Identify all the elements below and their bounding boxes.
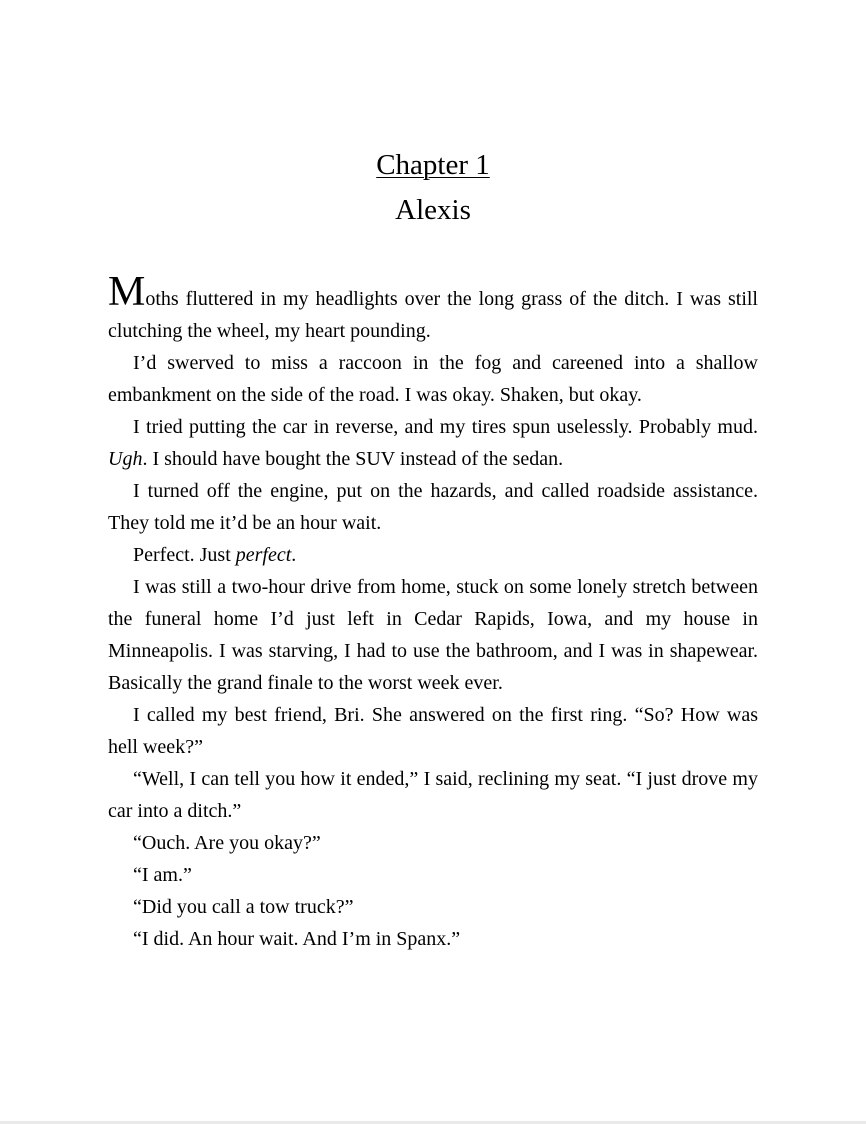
paragraph: Perfect. Just perfect. xyxy=(133,544,297,566)
chapter-title: Chapter 1 xyxy=(376,149,490,181)
paragraph: “Ouch. Are you okay?” xyxy=(133,832,321,854)
paragraph: I’d swerved to miss a raccoon in the fog and careened into a shallow embankment on the side of the road. I was okay. Shaken, but okay. xyxy=(108,352,758,406)
paragraph: I tried putting the car in reverse, and my tires spun uselessly. Probably mud. Ugh. I should have bought the SUV instead of the sedan. xyxy=(108,416,758,470)
chapter-body xyxy=(108,269,758,955)
paragraph: I called my best friend, Bri. She answered on the first ring. “So? How was hell week?” xyxy=(108,704,758,758)
drop-cap: M xyxy=(108,269,146,315)
paragraph: “I did. An hour wait. And I’m in Spanx.” xyxy=(133,928,461,950)
emphasis: Ugh xyxy=(108,448,143,470)
paragraph: “I am.” xyxy=(133,864,192,886)
paragraph: I turned off the engine, put on the hazards, and called roadside assistance. They told me it’d be an hour wait. xyxy=(108,480,758,534)
chapter-subtitle: Alexis xyxy=(395,194,471,226)
paragraph: Moths fluttered in my headlights over the long grass of the ditch. I was still clutching the wheel, my heart pounding. xyxy=(108,269,758,342)
paragraph: I was still a two-hour drive from home, stuck on some lonely stretch between the funeral home I’d just left in Cedar Rapids, Iowa, and my house in Minneapolis. I was starving, I had to use the bathroom, and I was in shapewear. Basically the grand finale to the worst week ever. xyxy=(108,576,758,694)
paragraph: “Did you call a tow truck?” xyxy=(133,896,354,918)
paragraph: “Well, I can tell you how it ended,” I said, reclining my seat. “I just drove my car into a ditch.” xyxy=(108,768,758,822)
emphasis: perfect xyxy=(235,544,292,566)
